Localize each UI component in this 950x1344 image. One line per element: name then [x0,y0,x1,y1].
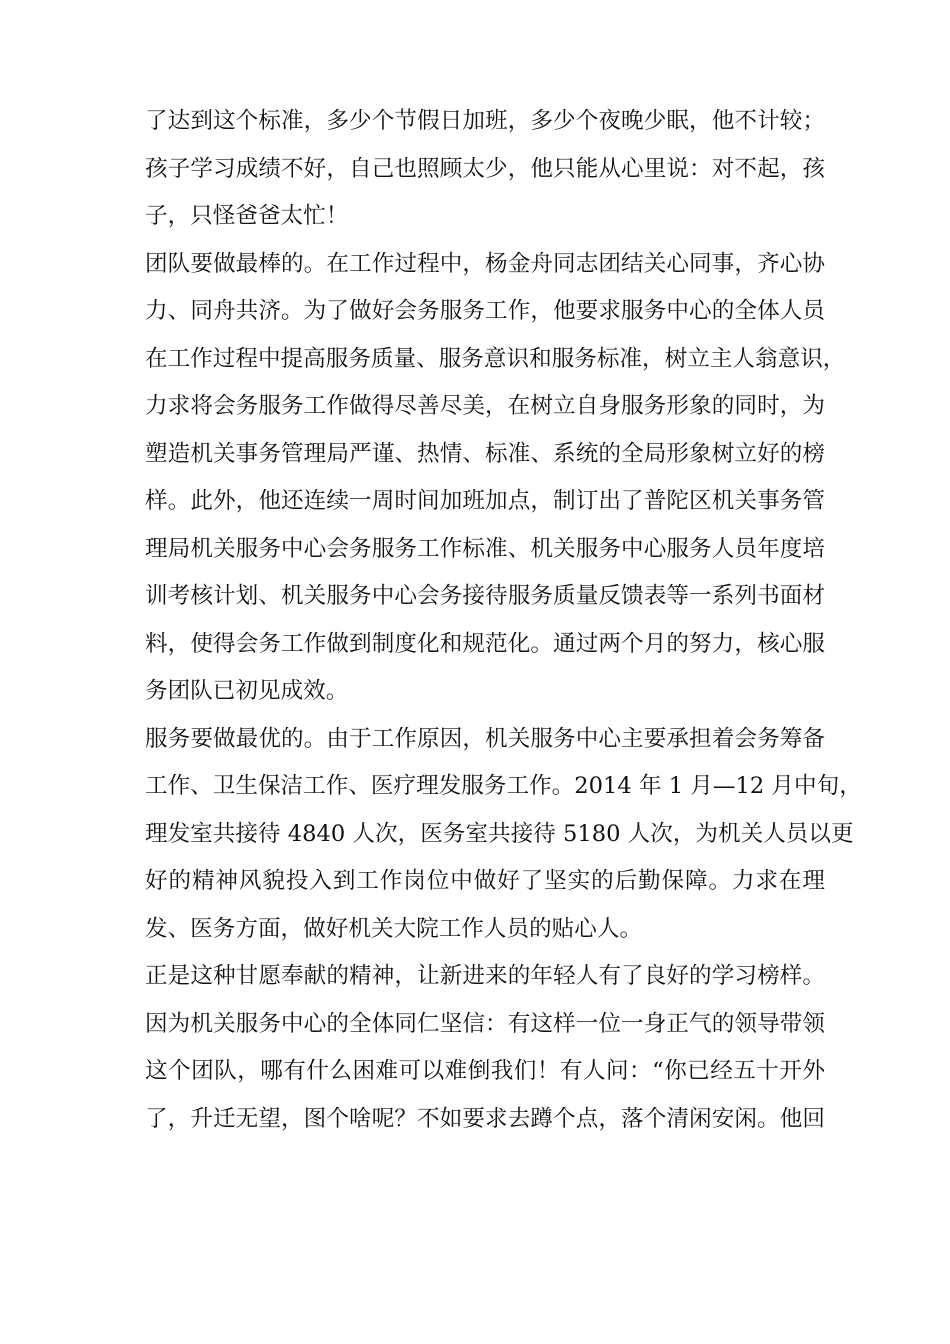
text-line: 样。此外，他还连续一周时间加班加点，制订出了普陀区机关事务管 [145,488,825,514]
paragraph [145,98,825,241]
text-line: 力求将会务服务工作做得尽善尽美，在树立自身服务形象的同时，为 [145,393,825,419]
text-line: 团队要做最棒的。在工作过程中，杨金舟同志团结关心同事，齐心协 [145,250,825,277]
text-line: 发、医务方面，做好机关大院工作人员的贴心人。 [145,915,643,942]
text-line: 塑造机关事务管理局严谨、热情、标准、系统的全局形象树立好的榜 [145,440,825,467]
text-line: 孩子学习成绩不好，自己也照顾太少，他只能从心里说：对不起，孩 [145,155,825,182]
text-line: 服务要做最优的。由于工作原因，机关服务中心主要承担着会务筹备 [145,725,825,752]
body-text [145,98,862,1143]
text-line: 了，升迁无望，图个啥呢？不如要求去蹲个点，落个清闲安闲。他回 [145,1105,825,1132]
text-line: 因为机关服务中心的全体同仁坚信：有这样一位一身正气的领导带领 [145,1010,825,1037]
text-line: 这个团队，哪有什么困难可以难倒我们！有人问：“你已经五十开外 [145,1058,825,1084]
text-line: 在工作过程中提高服务质量、服务意识和服务标准，树立主人翁意识， [145,345,846,372]
text-line: 好的精神风貌投入到工作岗位中做好了坚实的后勤保障。力求在理 [145,868,825,894]
text-line: 理局机关服务中心会务服务工作标准、机关服务中心服务人员年度培 [145,535,825,562]
text-line: 训考核计划、机关服务中心会务接待服务质量反馈表等一系列书面材 [145,583,825,609]
text-line: 了达到这个标准，多少个节假日加班，多少个夜晚少眠，他不计较； [145,108,825,134]
text-line: 工作、卫生保洁工作、医疗理发服务工作。2014 年 1 月—12 月中旬， [145,773,862,799]
paragraph [145,953,825,1143]
paragraph [145,241,846,716]
text-line: 子，只怪爸爸太忙！ [145,203,349,229]
text-line: 料，使得会务工作做到制度化和规范化。通过两个月的努力，核心服 [145,630,825,657]
text-line: 力、同舟共济。为了做好会务服务工作，他要求服务中心的全体人员 [145,298,825,324]
text-line: 务团队已初见成效。 [145,678,349,704]
paragraph [145,716,862,954]
text-line: 正是这种甘愿奉献的精神，让新进来的年轻人有了良好的学习榜样。 [145,963,825,989]
text-line: 理发室共接待 4840 人次，医务室共接待 5180 人次，为机关人员以更 [145,820,854,847]
